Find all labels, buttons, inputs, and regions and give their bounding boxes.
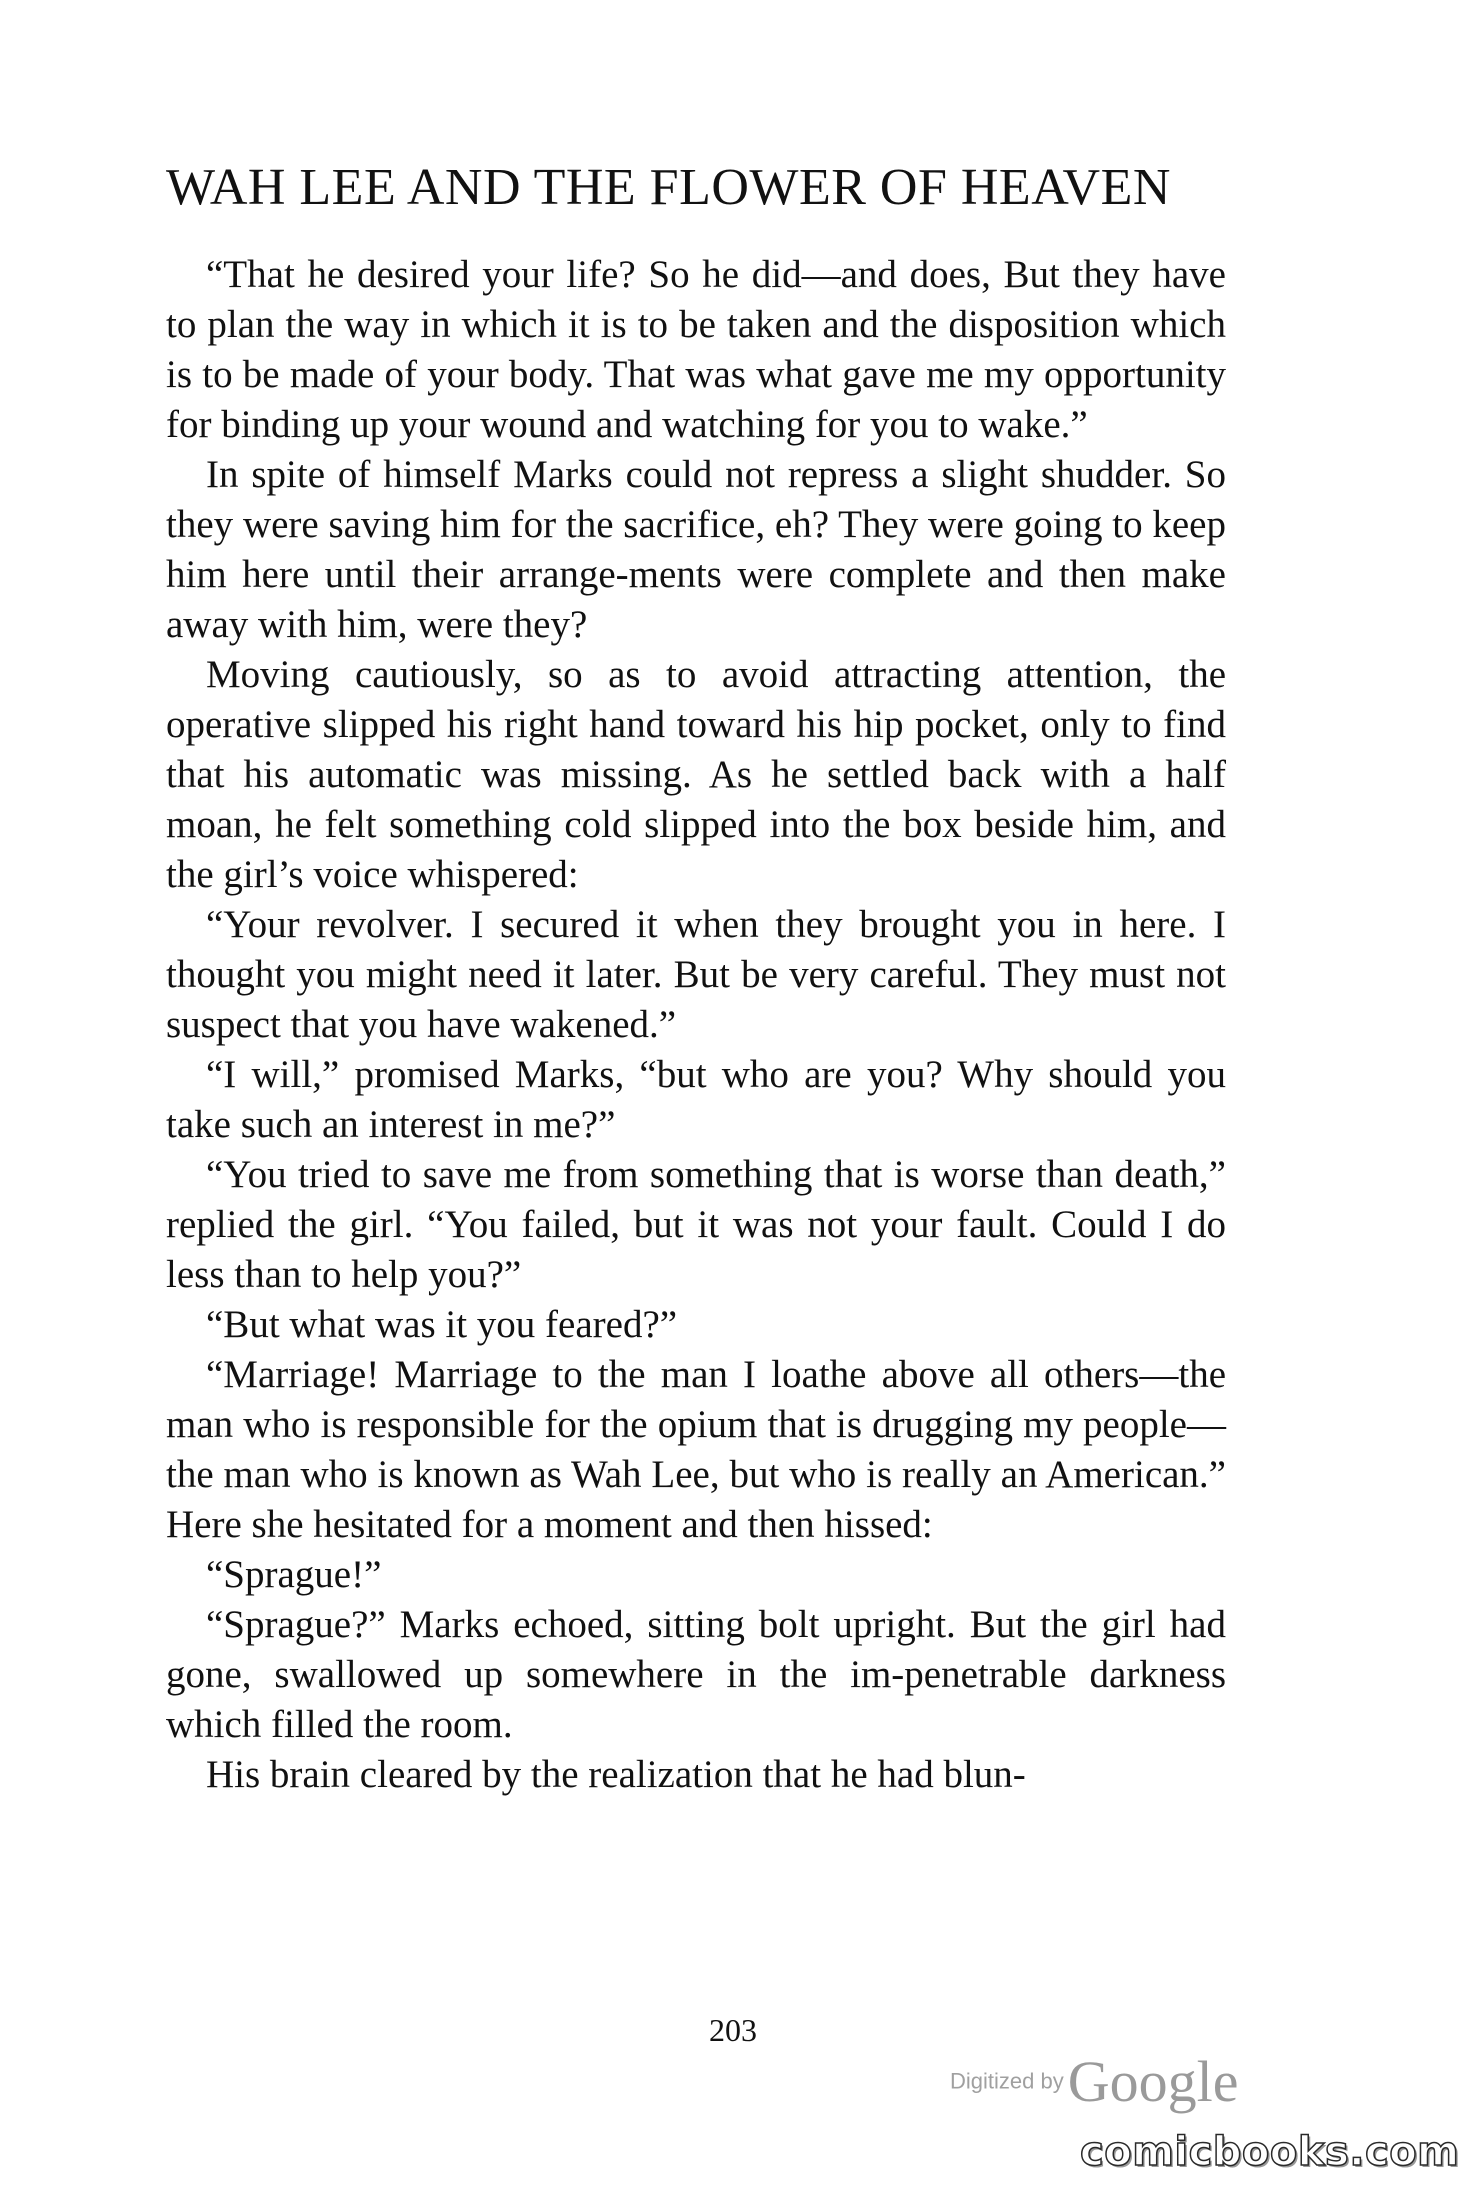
paragraph: “Sprague?” Marks echoed, sitting bolt upright. But the girl had gone, swallowed up somewhere in the im-penetrable darkness which filled the room. <box>166 1603 1226 1746</box>
paragraph: “Marriage! Marriage to the man I loathe above all others—the man who is responsible for the opium that is drugging my people—the man who is known as Wah Lee, but who is really an American.” Here she hesitated for a moment and then hissed: <box>166 1353 1226 1546</box>
paragraph: “Sprague!” <box>206 1553 382 1596</box>
paragraph: “Your revolver. I secured it when they brought you in here. I thought you might need it later. But be very careful. They must not suspect that you have wakened.” <box>166 903 1226 1046</box>
site-watermark: comicbooks.com <box>1080 2129 1460 2175</box>
digitized-label: Digitized by <box>950 2068 1064 2094</box>
paragraph: Moving cautiously, so as to avoid attracting attention, the operative slipped his right hand toward his hip pocket, only to find that his automatic was missing. As he settled back with a half moan, he felt something cold slipped into the box beside him, and the girl’s voice whispered: <box>166 653 1226 896</box>
running-head: WAH LEE AND THE FLOWER OF HEAVEN <box>166 159 1171 216</box>
digitized-by-google-mark <box>950 2048 1270 2118</box>
paragraph: In spite of himself Marks could not repress a slight shudder. So they were saving him for the sacrifice, eh? They were going to keep him here until their arrange-ments were complete and then make away with him, were they? <box>166 453 1226 646</box>
body-text <box>166 250 1226 1800</box>
paragraph: “But what was it you feared?” <box>206 1303 678 1346</box>
page-number: 203 <box>709 2012 757 2048</box>
paragraph: “That he desired your life? So he did—and does, But they have to plan the way in which it is to be taken and the disposition which is to be made of your body. That was what gave me my opportunity for binding up your wound and watching for you to wake.” <box>166 253 1226 446</box>
paragraph: “You tried to save me from something that is worse than death,” replied the girl. “You failed, but it was not your fault. Could I do less than to help you?” <box>166 1153 1226 1296</box>
paragraph: “I will,” promised Marks, “but who are you? Why should you take such an interest in me?” <box>166 1053 1226 1146</box>
google-logo: Google <box>1067 2049 1239 2114</box>
paragraph: His brain cleared by the realization that he had blun- <box>206 1753 1026 1796</box>
